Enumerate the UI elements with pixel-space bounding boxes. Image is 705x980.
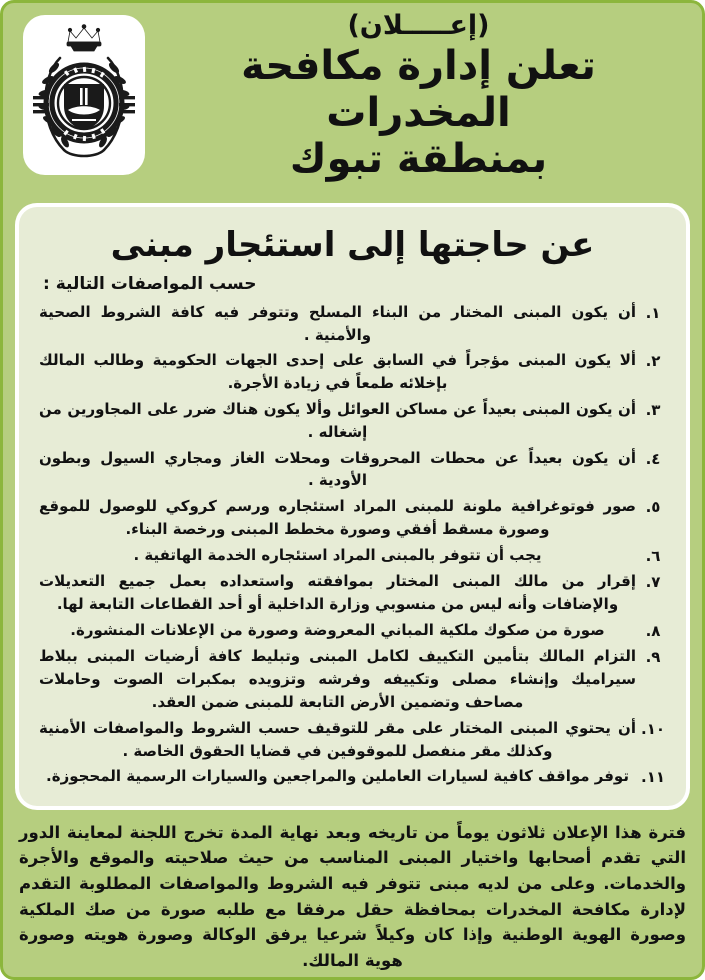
list-item-number: ٦. [645, 546, 661, 565]
list-item-number: ١١. [640, 768, 665, 787]
list-item-text: يجب أن تتوفر بالمبنى المراد استئجاره الخدمة الهاتفية . [133, 545, 542, 564]
panel-frame [15, 203, 690, 810]
list-item-number: ٩. [645, 648, 661, 667]
list-item [35, 398, 670, 444]
list-item [35, 765, 670, 789]
list-item-text: أن يكون المبنى بعيداً عن مساكن العوائل وألا يكون هناك ضرر على المجاورين من إشغاله . [39, 399, 636, 441]
list-item-text: التزام المالك بتأمين التكييف لكامل المبنى وتبليط كافة أرضيات المبنى ببلاط سيراميك وإنشاء مصلى وتكييفه وفرشه وتزويده بمكبرات الصوت وحاملات مصاحف وتضمين الأرض التابعة للمبنى ضمن العقد. [39, 647, 636, 711]
list-item-text: ألا يكون المبنى مؤجراً في السابق على إحدى الجهات الحكومية وطالب المالك بإخلائه طمعاً في زيادة الأجرة. [39, 351, 636, 393]
list-item [35, 619, 670, 643]
list-item-text: أن يكون بعيداً عن محطات المحروقات ومحلات الغاز ومجاري السيول وبطون الأودية . [39, 448, 636, 490]
organization-title-line2: بمنطقة تبوك [289, 136, 548, 183]
list-item-text: صور فوتوغرافية ملونة للمبنى المراد استئجاره ورسم كروكي للوصول للموقع وصورة مسقط أفقي وصورة مخطط المبنى ورخصة البناء. [39, 497, 636, 538]
specifications-label: حسب المواصفات التالية : [43, 273, 257, 294]
list-item-number: ٧. [645, 573, 661, 592]
list-item [35, 645, 670, 713]
poster-header [3, 3, 702, 203]
list-item-text: أن يكون المبنى المختار من البناء المسلح وتتوفر فيه كافة الشروط الصحية والأمنية . [39, 302, 636, 344]
list-item-number: ٣. [645, 400, 661, 419]
list-item-text: صورة من صكوك ملكية المباني المعروضة وصورة من الإعلانات المنشورة. [70, 620, 605, 639]
list-item-number: ١. [645, 303, 661, 322]
list-item [35, 495, 670, 541]
list-item [35, 349, 670, 395]
list-item [35, 717, 670, 763]
list-item [35, 301, 670, 347]
footer-paragraph: فترة هذا الإعلان ثلاثون يوماً من تاريخه وبعد نهاية المدة تخرج اللجنة لمعاينة الدور التي تقدم أصحابها واختيار المبنى المناسب من حيث صلاحيته والموقع والأجرة والخدمات. وعلى من لديه مبنى تتوفر فيه الشروط والمواصفات المطلوبة التقدم لإدارة مكافحة المخدرات بمحافظة حقل مرفقا مع طلبه صورة من صك الملكية وصورة الهوية الوطنية وإذا كان وكيلاً شرعيا يرفق الوكالة وصورة هويته وصورة هوية المالك. [19, 822, 686, 970]
organization-title-line1: تعلن إدارة مكافحة المخدرات [241, 42, 596, 136]
saudi-ministry-of-interior-emblem-icon [30, 22, 138, 168]
list-item-number: ٢. [645, 352, 661, 371]
list-item [35, 544, 670, 568]
list-item-number: ٨. [645, 621, 661, 640]
requirements-list [35, 301, 670, 789]
specifications-panel [19, 207, 686, 806]
list-item-text: أن يحتوي المبنى المختار على مقر للتوقيف حسب الشروط والمواصفات الأمنية وكذلك مقر منفصل للموقوفين في قضايا الحقوق الخاصة . [39, 718, 636, 760]
header-title-group [145, 9, 688, 181]
list-item-text: إقرار من مالك المبنى المختار بموافقته واستعداده بعمل جميع التعديلات والإضافات وأنه ليس من منسوبي وزارة الداخلية أو أحد القطاعات التابعة لها. [39, 572, 636, 614]
list-item-text: توفر مواقف كافية لسيارات العاملين والمراجعين والسيارات الرسمية المحجوزة. [46, 767, 629, 786]
list-item-number: ٤. [645, 449, 661, 468]
list-item-number: ٥. [645, 498, 661, 517]
list-item-number: ١٠. [640, 719, 665, 738]
list-item [35, 570, 670, 616]
list-item [35, 447, 670, 493]
emblem-container [23, 15, 145, 175]
announcement-label: (إعـــــلان) [347, 10, 490, 41]
panel-headline: عن حاجتها إلى استئجار مبنى [110, 225, 595, 265]
